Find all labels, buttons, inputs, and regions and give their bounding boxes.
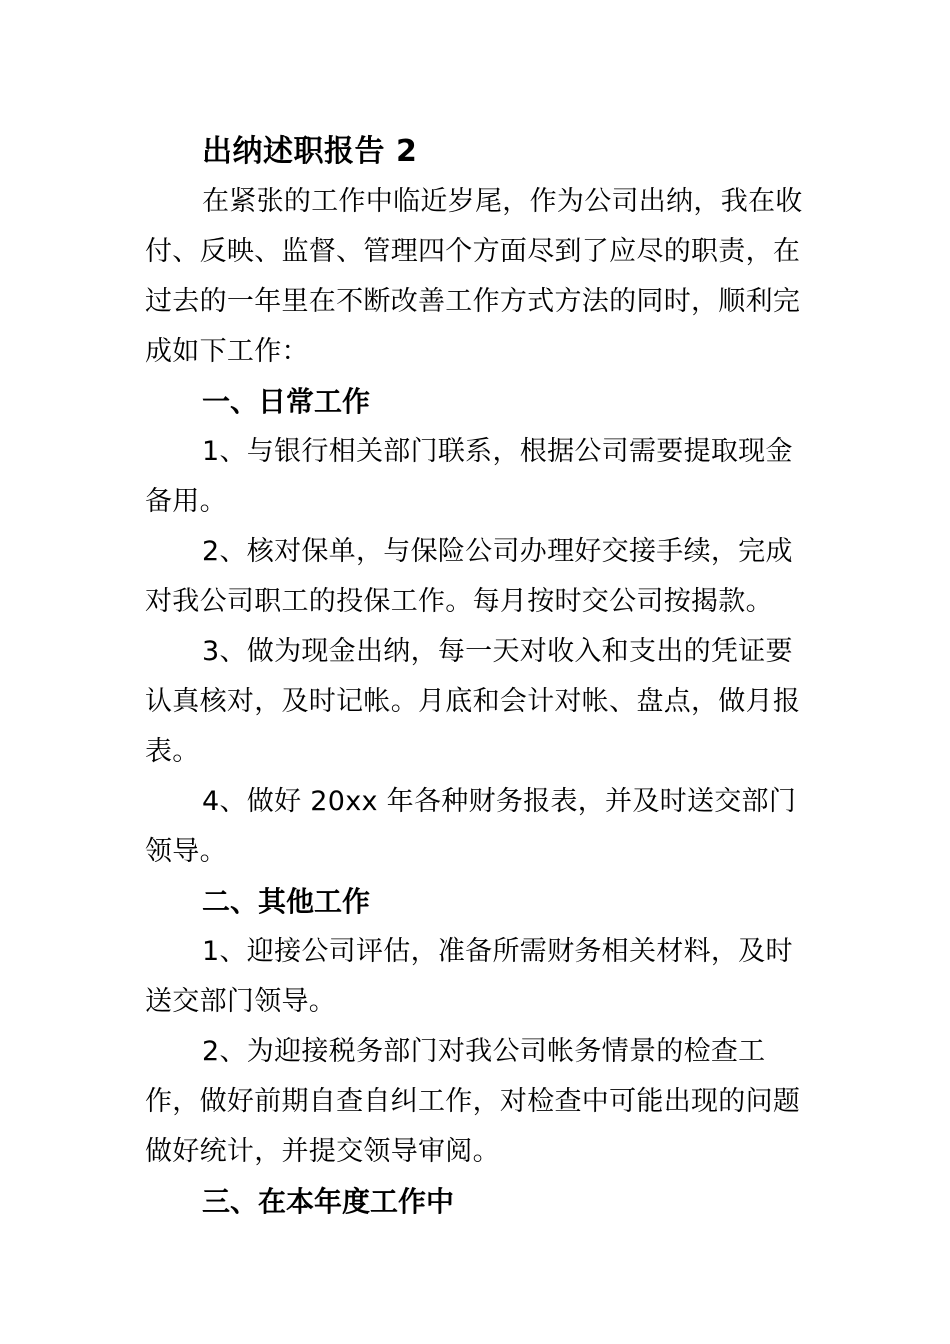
section-heading-daily-work: 一、日常工作 xyxy=(202,385,371,418)
daily-work-item-3: 3、做为现金出纳，每一天对收入和支出的凭证要认真核对，及时记帐。月底和会计对帐、盘点，做月报表。 xyxy=(145,636,801,767)
section-heading-other-work: 二、其他工作 xyxy=(202,885,371,918)
document-body xyxy=(145,127,813,1227)
other-work-item-2: 2、为迎接税务部门对我公司帐务情景的检查工作，做好前期自查自纠工作，对检查中可能出现的问题做好统计，并提交领导审阅。 xyxy=(145,1036,801,1167)
daily-work-item-2: 2、核对保单，与保险公司办理好交接手续，完成对我公司职工的投保工作。每月按时交公司按揭款。 xyxy=(145,536,793,617)
daily-work-item-4: 4、做好 20xx 年各种财务报表，并及时送交部门领导。 xyxy=(145,786,797,867)
daily-work-item-1: 1、与银行相关部门联系，根据公司需要提取现金备用。 xyxy=(145,436,793,517)
section-heading-this-year: 三、在本年度工作中 xyxy=(202,1185,455,1218)
intro-paragraph: 在紧张的工作中临近岁尾，作为公司出纳，我在收付、反映、监督、管理四个方面尽到了应尽的职责，在过去的一年里在不断改善工作方式方法的同时，顺利完成如下工作： xyxy=(145,186,803,367)
document-title: 出纳述职报告 2 xyxy=(202,134,418,169)
other-work-item-1: 1、迎接公司评估，准备所需财务相关材料，及时送交部门领导。 xyxy=(145,936,793,1017)
